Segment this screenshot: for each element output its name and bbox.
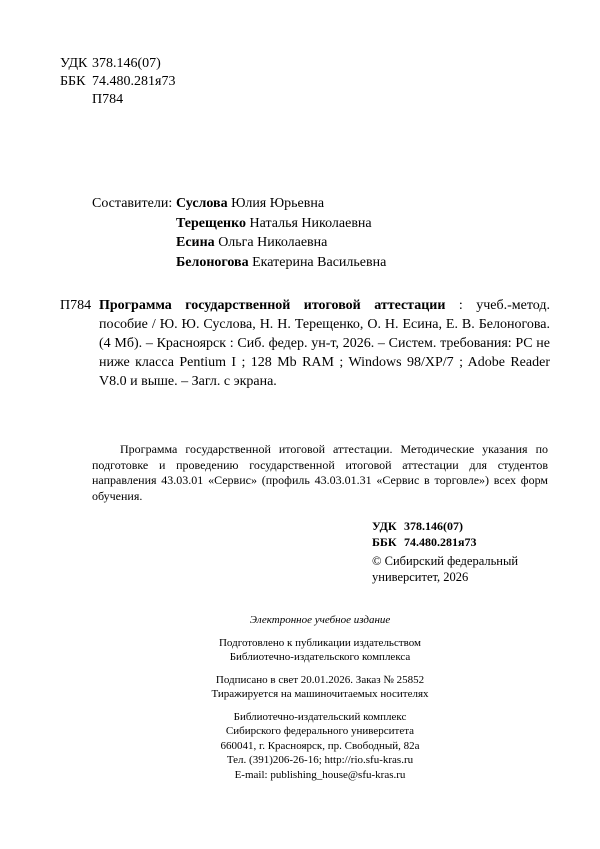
udk-code: 378.146(07) xyxy=(92,56,161,71)
compiler-row xyxy=(92,253,386,273)
compiler-given: Юлия Юрьевна xyxy=(231,196,325,211)
publisher-contacts: Тел. (391)206-26-16; http://rio.sfu-kras.ru xyxy=(226,754,414,766)
author-mark: П784 xyxy=(92,92,124,107)
compiler-given: Екатерина Васильевна xyxy=(252,254,387,270)
bbk-code: 74.480.281я73 xyxy=(404,535,477,549)
annotation: Программа государственной итоговой аттестации. Методические указания по подготовке и проведению государственной итоговой аттестации для студентов направления 43.03.01 «Сервис» (профиль 43.03.01.31 «Сервис в торговле») всех форм обучения. xyxy=(92,442,548,503)
compiler-surname: Суслова xyxy=(176,196,228,211)
edition-type: Электронное учебное издание xyxy=(249,614,391,626)
copies-info: Тиражируется на машиночитаемых носителях xyxy=(211,688,429,700)
compiler-surname: Белоногова xyxy=(176,254,249,270)
compiler-row xyxy=(92,194,386,214)
record-text xyxy=(99,296,550,391)
prepared-line: Библиотечно-издательского комплекса xyxy=(229,651,411,663)
publisher-line: Библиотечно-издательский комплекс xyxy=(233,710,407,723)
bbk-label: ББК xyxy=(60,74,86,89)
compiler-given: Наталья Николаевна xyxy=(249,215,372,231)
record-title: Программа государственной итоговой аттестации xyxy=(99,298,446,313)
bbk-line xyxy=(60,73,175,91)
publisher-email: E-mail: publishing_house@sfu-kras.ru xyxy=(234,768,406,781)
compiler-row xyxy=(92,233,386,253)
bbk-label: ББК xyxy=(372,535,397,549)
publisher-address: 660041, г. Красноярск, пр. Свободный, 82а xyxy=(220,739,420,752)
compiler-row xyxy=(92,214,386,234)
record-description: : учеб.-метод. пособие / Ю. Ю. Суслова, Н. Н. Терещенко, О. Н. Есина, Е. В. Белоногова. (4 Мб). – Красноярск : Сиб. федер. ун-т, 2026. – Систем. требования: PC не ниже класса Pentium I ; 128 Mb RAM ; Windows 98/XP/7 ; Adobe Reader V8.0 и выше. – Загл. с экрана. xyxy=(99,298,550,389)
classification-block xyxy=(60,55,175,109)
copyright-line: университет, 2026 xyxy=(372,570,469,584)
compiler-given: Ольга Николаевна xyxy=(218,235,328,250)
signed-info: Подписано в свет 20.01.2026. Заказ № 25852 xyxy=(215,673,425,686)
prepared-line: Подготовлено к публикации издательством xyxy=(218,636,422,649)
compiler-surname: Есина xyxy=(176,235,215,250)
bibliographic-record xyxy=(60,296,550,391)
udk-line xyxy=(60,55,175,73)
copyright-line: © Сибирский федеральный xyxy=(372,554,519,568)
udk-line xyxy=(372,518,477,534)
classification-repeat xyxy=(372,518,477,550)
copyright xyxy=(372,553,518,585)
compiler-surname: Терещенко xyxy=(176,215,246,231)
compilers-block xyxy=(92,194,386,272)
record-code: П784 xyxy=(60,298,92,313)
imprint xyxy=(0,613,600,782)
udk-code: 378.146(07) xyxy=(404,519,463,533)
bbk-code: 74.480.281я73 xyxy=(92,74,176,89)
udk-label: УДК xyxy=(60,56,88,71)
bbk-line xyxy=(372,534,477,550)
compilers-prefix: Составители: xyxy=(92,196,173,211)
publisher-line: Сибирского федерального университета xyxy=(225,725,415,737)
udk-label: УДК xyxy=(372,519,397,533)
